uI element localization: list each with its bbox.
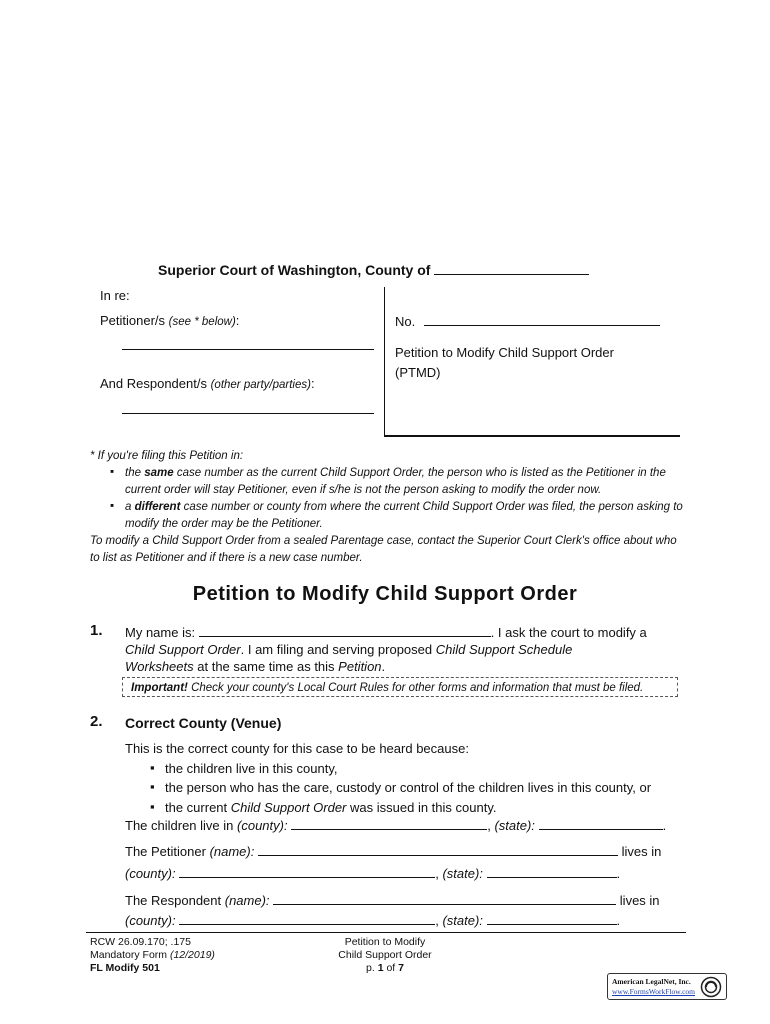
s1-l3b: at the same time as this	[197, 659, 335, 674]
footer-left	[90, 936, 215, 975]
s1-line1	[125, 624, 685, 641]
state-label: (state):	[442, 866, 483, 881]
page-of: of	[386, 962, 396, 974]
doc-title-line2: (PTMD)	[395, 365, 441, 380]
respondent-label	[100, 376, 315, 391]
page-num: 1	[377, 962, 384, 974]
respondent-name-field[interactable]	[273, 904, 616, 905]
s2-bullet-custody: ▪ the person who has the care, custody or control of the children lives in this county, or	[147, 778, 685, 798]
my-name-label: My name is:	[125, 625, 196, 640]
petitioner-text: The Petitioner	[125, 844, 206, 859]
sealed-line2: to list as Petitioner and if there is a new case number.	[90, 552, 363, 564]
document-title-caption	[395, 343, 614, 383]
section-1-number: 1.	[90, 622, 103, 639]
s2-b3c: was issued in this county.	[350, 799, 497, 815]
b2-pre: a	[125, 501, 132, 513]
s1-l3c: Petition	[338, 659, 382, 674]
footnote-bullet-same	[107, 465, 690, 499]
county-label: (county):	[125, 913, 176, 928]
b2-em: different	[134, 501, 181, 513]
case-number-blank[interactable]	[424, 325, 660, 326]
name-label: (name):	[224, 893, 270, 908]
caption-bottom-rule	[384, 435, 680, 437]
state-label: (state):	[442, 913, 483, 928]
colon: :	[235, 313, 240, 328]
section-1-body	[125, 624, 685, 675]
b2-post: case number or county from where the current Child Support Order was filed, the person asking to	[183, 501, 683, 513]
footnote-bullet-different	[107, 499, 690, 533]
s2-bullet-issued	[147, 798, 685, 818]
petitioner-state-blank[interactable]	[487, 877, 617, 878]
respondent-label-text: And Respondent/s	[100, 376, 207, 391]
children-state-blank[interactable]	[539, 829, 663, 830]
county-label: (county):	[237, 818, 288, 833]
footer-rcw: RCW 26.09.170; .175	[90, 936, 191, 948]
s2-intro: This is the correct county for this case to be heard because:	[125, 741, 469, 756]
section-2-number: 2.	[90, 713, 103, 730]
name-label: (name):	[209, 844, 255, 859]
comma: ,	[435, 913, 439, 928]
b1-line2: current order will stay Petitioner, even if s/he is not the person asking to modify the order now.	[125, 484, 602, 496]
period: .	[662, 818, 667, 833]
footnote-intro: * If you're filing this Petition in:	[90, 450, 244, 462]
respondent-name-blank[interactable]	[122, 413, 374, 414]
s1-l3d: .	[381, 659, 386, 674]
court-title-text: Superior Court of Washington, County of	[158, 262, 431, 278]
mandatory-date: (12/2019)	[169, 949, 215, 961]
important-label: Important!	[131, 682, 188, 694]
s2-bullet-children: ▪ the children live in this county,	[147, 759, 685, 779]
s2-b3b: Child Support Order	[230, 799, 347, 815]
respondent-residence-row	[125, 893, 660, 908]
court-title	[158, 262, 589, 278]
s2-b3a: the current	[165, 799, 228, 815]
s1-l2a: Child Support Order	[125, 642, 241, 657]
s1-l2b: . I am filing and serving proposed	[240, 642, 433, 657]
lives-in-label: lives in	[621, 844, 662, 859]
state-label: (state):	[494, 818, 535, 833]
footer-page	[310, 962, 460, 975]
b1-post: case number as the current Child Support Order, the person who is listed as the Petitioner in the	[176, 467, 666, 479]
petitioner-label-text: Petitioner/s	[100, 313, 166, 328]
s1-line2	[125, 641, 685, 658]
sealed-line1: To modify a Child Support Order from a sealed Parentage case, contact the Superior Court Clerk's office about who	[90, 535, 677, 547]
vendor-logo-icon	[700, 976, 722, 998]
main-title: Petition to Modify Child Support Order	[192, 583, 578, 605]
important-note	[122, 677, 678, 697]
section-2-heading: Correct County (Venue)	[125, 715, 282, 731]
footer-mandatory	[90, 949, 215, 962]
comma: ,	[435, 866, 439, 881]
footer-center2: Child Support Order	[338, 949, 432, 961]
b2-line2: modify the order may be the Petitioner.	[125, 518, 323, 530]
petitioner-name-field[interactable]	[258, 855, 618, 856]
comma: ,	[487, 818, 491, 833]
footer-center	[310, 936, 460, 975]
b1-pre: the	[125, 467, 141, 479]
s1-l3a: Worksheets	[125, 659, 194, 674]
petitioner-name-blank[interactable]	[122, 349, 374, 350]
s1-l2c: Child Support Schedule	[435, 642, 573, 657]
respondent-county-blank[interactable]	[179, 924, 435, 925]
important-text: Check your county's Local Court Rules for other forms and information that must be filed.	[191, 682, 644, 694]
vendor-link[interactable]: www.FormsWorkFlow.com	[612, 987, 696, 996]
respondent-note: (other party/parties)	[210, 379, 311, 391]
vendor-stamp	[607, 973, 727, 1000]
respondent-state-blank[interactable]	[487, 924, 617, 925]
case-number-label: No.	[395, 314, 416, 329]
petitioner-county-blank[interactable]	[179, 877, 435, 878]
section-2-reasons	[125, 739, 685, 817]
county-label: (county):	[125, 866, 176, 881]
respondent-location-row	[125, 913, 620, 928]
county-blank[interactable]	[434, 274, 589, 275]
children-live-label: The children live in	[125, 818, 234, 833]
lives-in-label: lives in	[619, 893, 660, 908]
in-re-label: In re:	[100, 288, 130, 303]
page-total: 7	[398, 962, 404, 974]
page-p: p.	[366, 962, 375, 974]
my-name-blank[interactable]	[199, 636, 491, 637]
petitioner-note: (see * below)	[168, 316, 236, 328]
s1-line3	[125, 658, 685, 675]
vendor-name: American LegalNet, Inc.	[612, 977, 691, 986]
children-county-blank[interactable]	[291, 829, 487, 830]
petitioner-residence-row	[125, 844, 661, 859]
filing-footnote	[90, 448, 690, 567]
mandatory-label: Mandatory Form	[90, 949, 168, 961]
caption-divider	[384, 287, 385, 437]
period: .	[616, 866, 621, 881]
footer-form-id: FL Modify 501	[90, 962, 160, 974]
footer-rule	[86, 932, 686, 933]
doc-title-line1: Petition to Modify Child Support Order	[395, 345, 614, 360]
b1-em: same	[144, 467, 174, 479]
petitioner-label	[100, 313, 239, 328]
colon: :	[310, 376, 315, 391]
case-number	[395, 314, 660, 329]
petitioner-location-row	[125, 866, 620, 881]
footer-center1: Petition to Modify	[344, 936, 426, 948]
children-residence-row	[125, 818, 666, 833]
respondent-text: The Respondent	[125, 893, 222, 908]
s1-after-name: . I ask the court to modify a	[490, 625, 647, 640]
period: .	[616, 913, 621, 928]
